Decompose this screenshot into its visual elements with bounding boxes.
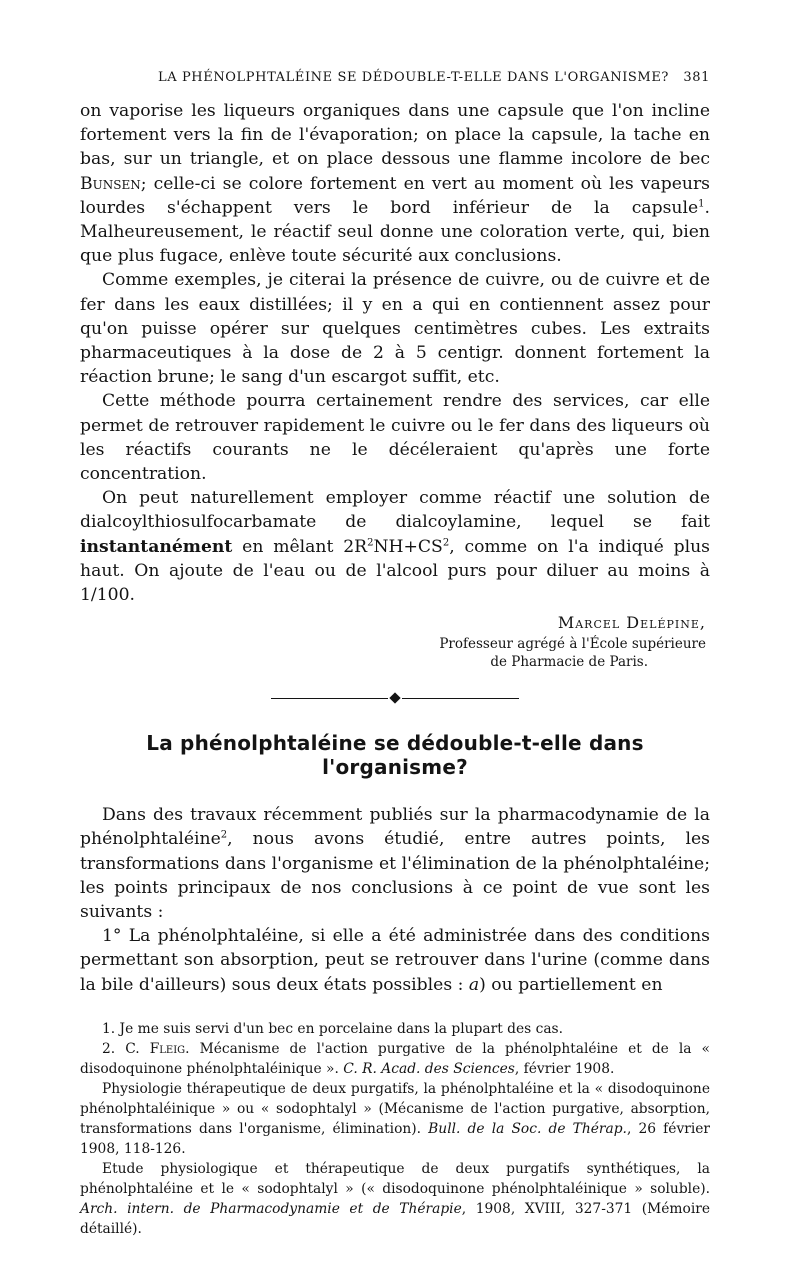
paragraph: on vaporise les liqueurs organiques dans une capsule que l'on incline fortement vers la fin de l'évaporation; on place la capsule, la tache en bas, sur un triangle, et on place dessous une flamme incolore de bec Bunsen; celle-ci se colore fortement en vert au moment où les vapeurs lourdes s'échappent vers le bord inférieur de la capsule$^1$. Malheureusement, le réactif seul donne une coloration verte, qui, bien que plus fugace, enlève toute sécurité aux conclusions.	[80, 101, 710, 267]
paragraph: Cette méthode pourra certainement rendre des services, car elle permet de retrouver rapidement le cuivre ou le fer dans des liqueurs où les réactifs courants ne le décéleraient qu'après une forte concentration.	[80, 391, 710, 485]
previous-article-body	[80, 99, 710, 607]
paragraph: Dans des travaux récemment publiés sur la pharmacodynamie de la phénolphtaléine$^2$, nous avons étudié, entre autres points, les transformations dans l'organisme et l'élimination de la phénolphtaléine; les points principaux de nos conclusions à ce point de vue sont les suivants :	[80, 805, 710, 923]
footnote: 1. Je me suis servi d'un bec en porcelaine dans la plupart des cas.	[102, 1020, 564, 1037]
article-body	[80, 803, 710, 997]
article-title: La phénolphtaléine se dédouble-t-elle dans l'organisme?	[146, 731, 644, 780]
footnote: 2. C. Fleig. Mécanisme de l'action purgative de la phénolphtaléine et de la « disodoquinone phénolphtaléinique ». C. R. Acad. des Sciences, février 1908.	[80, 1040, 710, 1077]
footnote: Etude physiologique et thérapeutique de deux purgatifs synthétiques, la phénolphtaléine et le « sodophtalyl » (« disodoquinone phénolphtaléinique » soluble). Arch. intern. de Pharmacodynamie et de Thérapie, 1908, XVIII, 327-371 (Mémoire détaillé).	[80, 1160, 710, 1237]
author-signature	[80, 611, 710, 671]
author-name: Marcel Delépine,	[557, 613, 706, 633]
running-head-title: LA PHÉNOLPHTALÉINE SE DÉDOUBLE-T-ELLE DANS L'ORGANISME?	[158, 70, 670, 85]
footnotes	[80, 1019, 710, 1239]
paragraph: 1° La phénolphtaléine, si elle a été administrée dans des conditions permettant son absorption, peut se retrouver dans l'urine (comme dans la bile d'ailleurs) sous deux états possibles : a) ou partiellement en	[80, 926, 710, 995]
diamond-ornament-icon	[389, 693, 400, 704]
footnote-ref: 2	[220, 829, 228, 841]
section-divider	[80, 691, 710, 705]
author-affiliation: Professeur agrégé à l'École supérieure	[439, 636, 706, 653]
page	[80, 70, 710, 1239]
paragraph: On peut naturellement employer comme réactif une solution de dialcoylthiosulfocarbamate de dialcoylamine, lequel se fait instantanément en mêlant $2R^2NH+CS^2$, comme on l'a indiqué plus haut. On ajoute de l'eau ou de l'alcool purs pour diluer au moins à 1/100.	[80, 488, 711, 606]
footnote: Physiologie thérapeutique de deux purgatifs, la phénolphtaléine et la « disodoquinone phénolphtaléinique » ou « sodophtalyl » (Mécanisme de l'action purgative, absorption, transformations dans l'organisme, élimination). Bull. de la Soc. de Thérap., 26 février 1908, 118-126.	[80, 1080, 711, 1157]
author-affiliation-2: de Pharmacie de Paris.	[490, 654, 648, 671]
paragraph: Comme exemples, je citerai la présence de cuivre, ou de cuivre et de fer dans les eaux distillées; il y en a qui en contiennent assez pour qu'on puisse opérer sur quelques centimètres cubes. Les extraits pharmaceutiques à la dose de 2 à 5 centigr. donnent fortement la réaction brune; le sang d'un escargot suffit, etc.	[80, 270, 710, 388]
footnote-ref: 1	[698, 198, 705, 210]
page-number: 381	[683, 70, 710, 85]
running-head	[80, 70, 710, 85]
